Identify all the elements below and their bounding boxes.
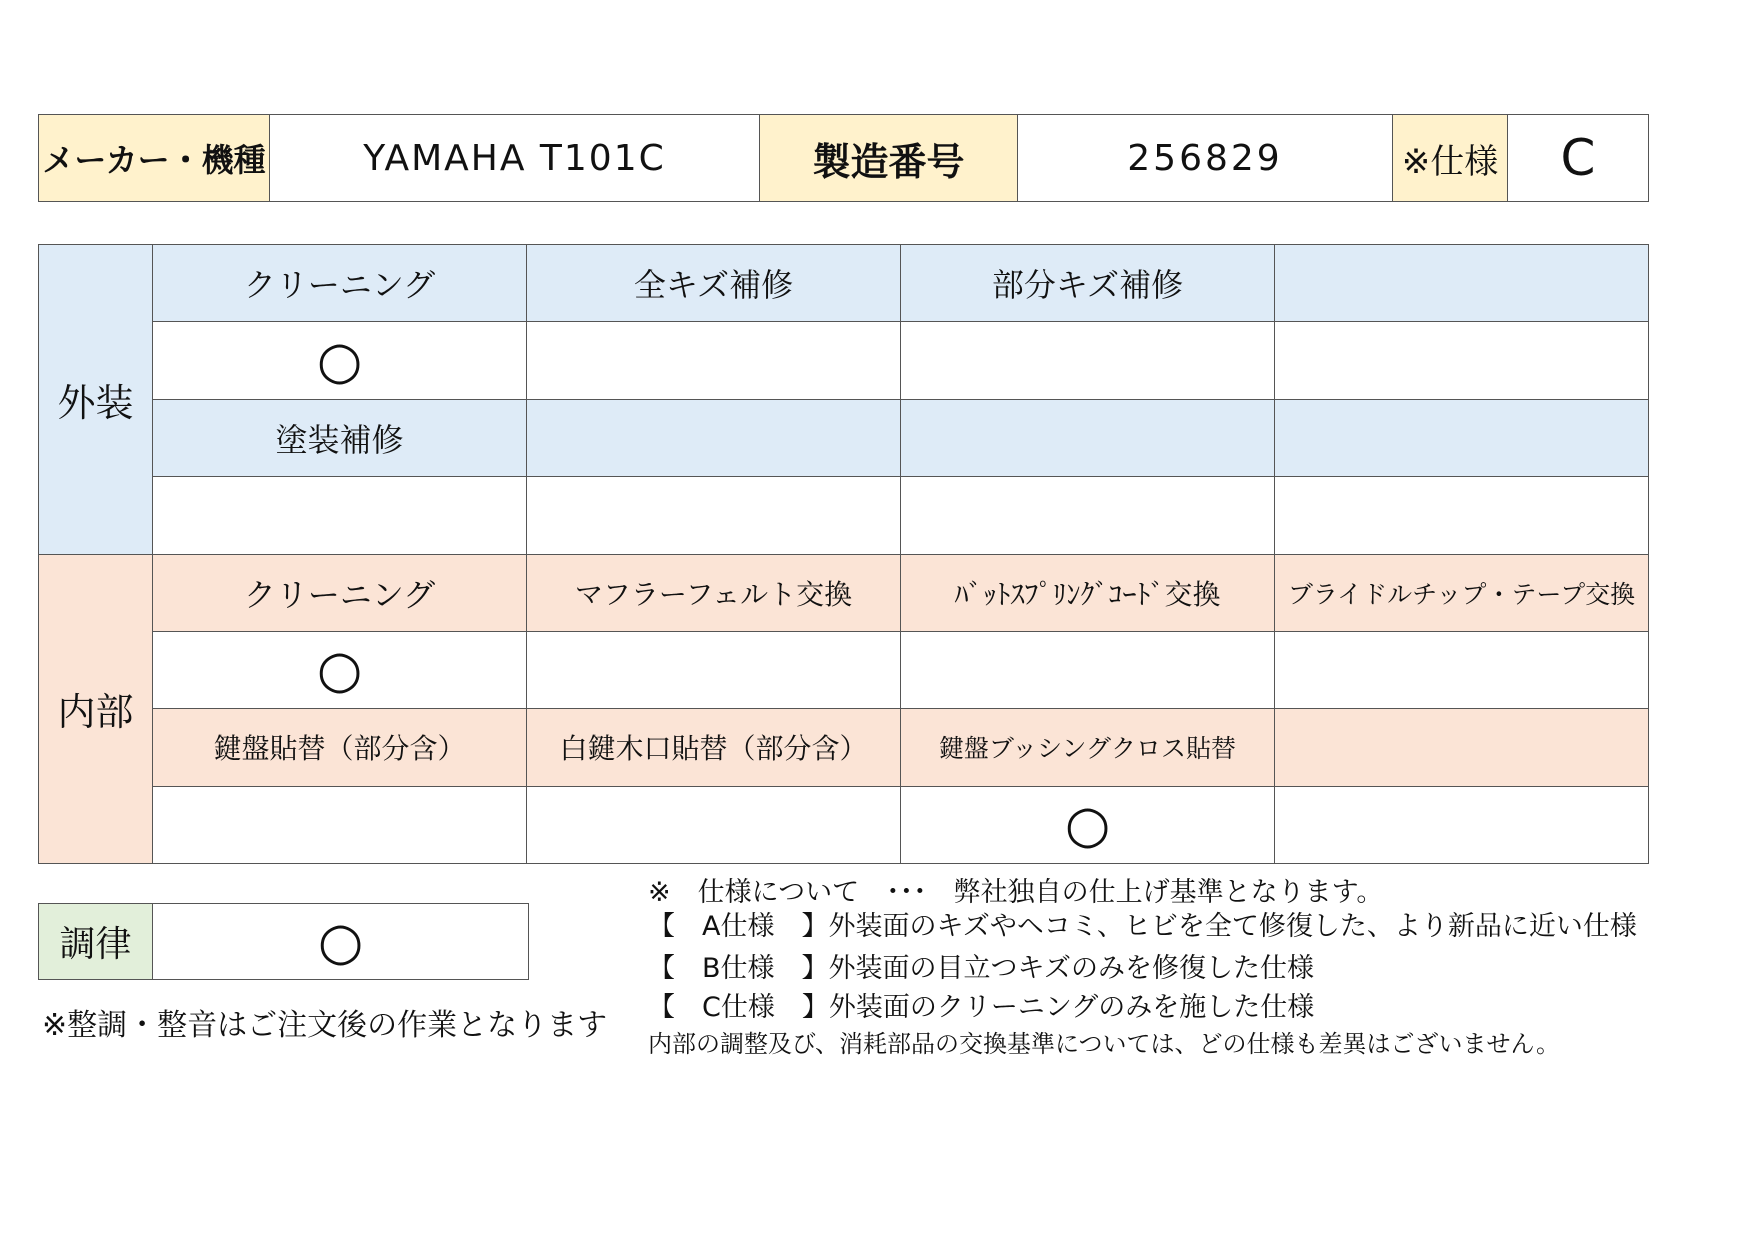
- check-mark: ○: [317, 911, 364, 972]
- exterior-section-label: 外装: [39, 245, 153, 555]
- spec-note-intro: ※ 仕様について ･･･ 弊社独自の仕上げ基準となります。: [648, 877, 1384, 908]
- table-row: [39, 477, 1649, 554]
- model-value: YAMAHA T101C: [270, 115, 760, 202]
- table-row: [39, 709, 1649, 786]
- exterior-header-cell: クリーニング: [153, 245, 527, 322]
- check-mark: ○: [316, 640, 363, 701]
- table-row: [39, 554, 1649, 631]
- table-row: [39, 322, 1649, 399]
- serial-number-label: 製造番号: [760, 115, 1018, 202]
- interior-section-label: 内部: [39, 554, 153, 864]
- spec-value: C: [1508, 115, 1649, 202]
- exterior-header-cell: 塗装補修: [153, 399, 527, 476]
- interior-header-cell: ﾊﾞｯﾄｽﾌﾟﾘﾝｸﾞｺｰﾄﾞ交換: [901, 554, 1275, 631]
- exterior-header-cell: 部分キズ補修: [901, 245, 1275, 322]
- interior-header-cell: 鍵盤貼替（部分含）: [153, 709, 527, 786]
- exterior-header-cell: 全キズ補修: [527, 245, 901, 322]
- exterior-header-cell: [901, 399, 1275, 476]
- order-note: ※整調・整音はご注文後の作業となります: [42, 1008, 608, 1043]
- spec-label: ※仕様: [1393, 115, 1508, 202]
- exterior-header-cell: [527, 399, 901, 476]
- check-mark: ○: [316, 330, 363, 391]
- tuning-label: 調律: [39, 904, 153, 980]
- maker-model-label: メーカー・機種: [39, 115, 270, 202]
- exterior-header-cell: [1275, 399, 1649, 476]
- spec-note-b: 【 B仕様 】外装面の目立つキズのみを修復した仕様: [648, 953, 1314, 984]
- table-row: [39, 245, 1649, 322]
- table-row: [39, 786, 1649, 863]
- spec-note-a: 【 A仕様 】外装面のキズやヘコミ、ヒビを全て修復した、より新品に近い仕様: [648, 911, 1637, 942]
- spec-note-c: 【 C仕様 】外装面のクリーニングのみを施した仕様: [648, 992, 1315, 1023]
- interior-header-cell: 白鍵木口貼替（部分含）: [527, 709, 901, 786]
- interior-header-cell: ブライドルチップ・テープ交換: [1275, 554, 1649, 631]
- check-mark: ○: [1064, 794, 1111, 855]
- interior-header-cell: クリーニング: [153, 554, 527, 631]
- spec-note-internal: 内部の調整及び、消耗部品の交換基準については、どの仕様も差異はございません。: [648, 1030, 1560, 1058]
- exterior-header-cell: [1275, 245, 1649, 322]
- interior-header-cell: 鍵盤ブッシングクロス貼替: [901, 709, 1275, 786]
- header-table: [38, 114, 1649, 202]
- tuning-table: [38, 903, 529, 980]
- serial-number-value: 256829: [1018, 115, 1393, 202]
- interior-header-cell: マフラーフェルト交換: [527, 554, 901, 631]
- work-table: [38, 244, 1649, 864]
- interior-header-cell: [1275, 709, 1649, 786]
- table-row: [39, 631, 1649, 708]
- table-row: [39, 399, 1649, 476]
